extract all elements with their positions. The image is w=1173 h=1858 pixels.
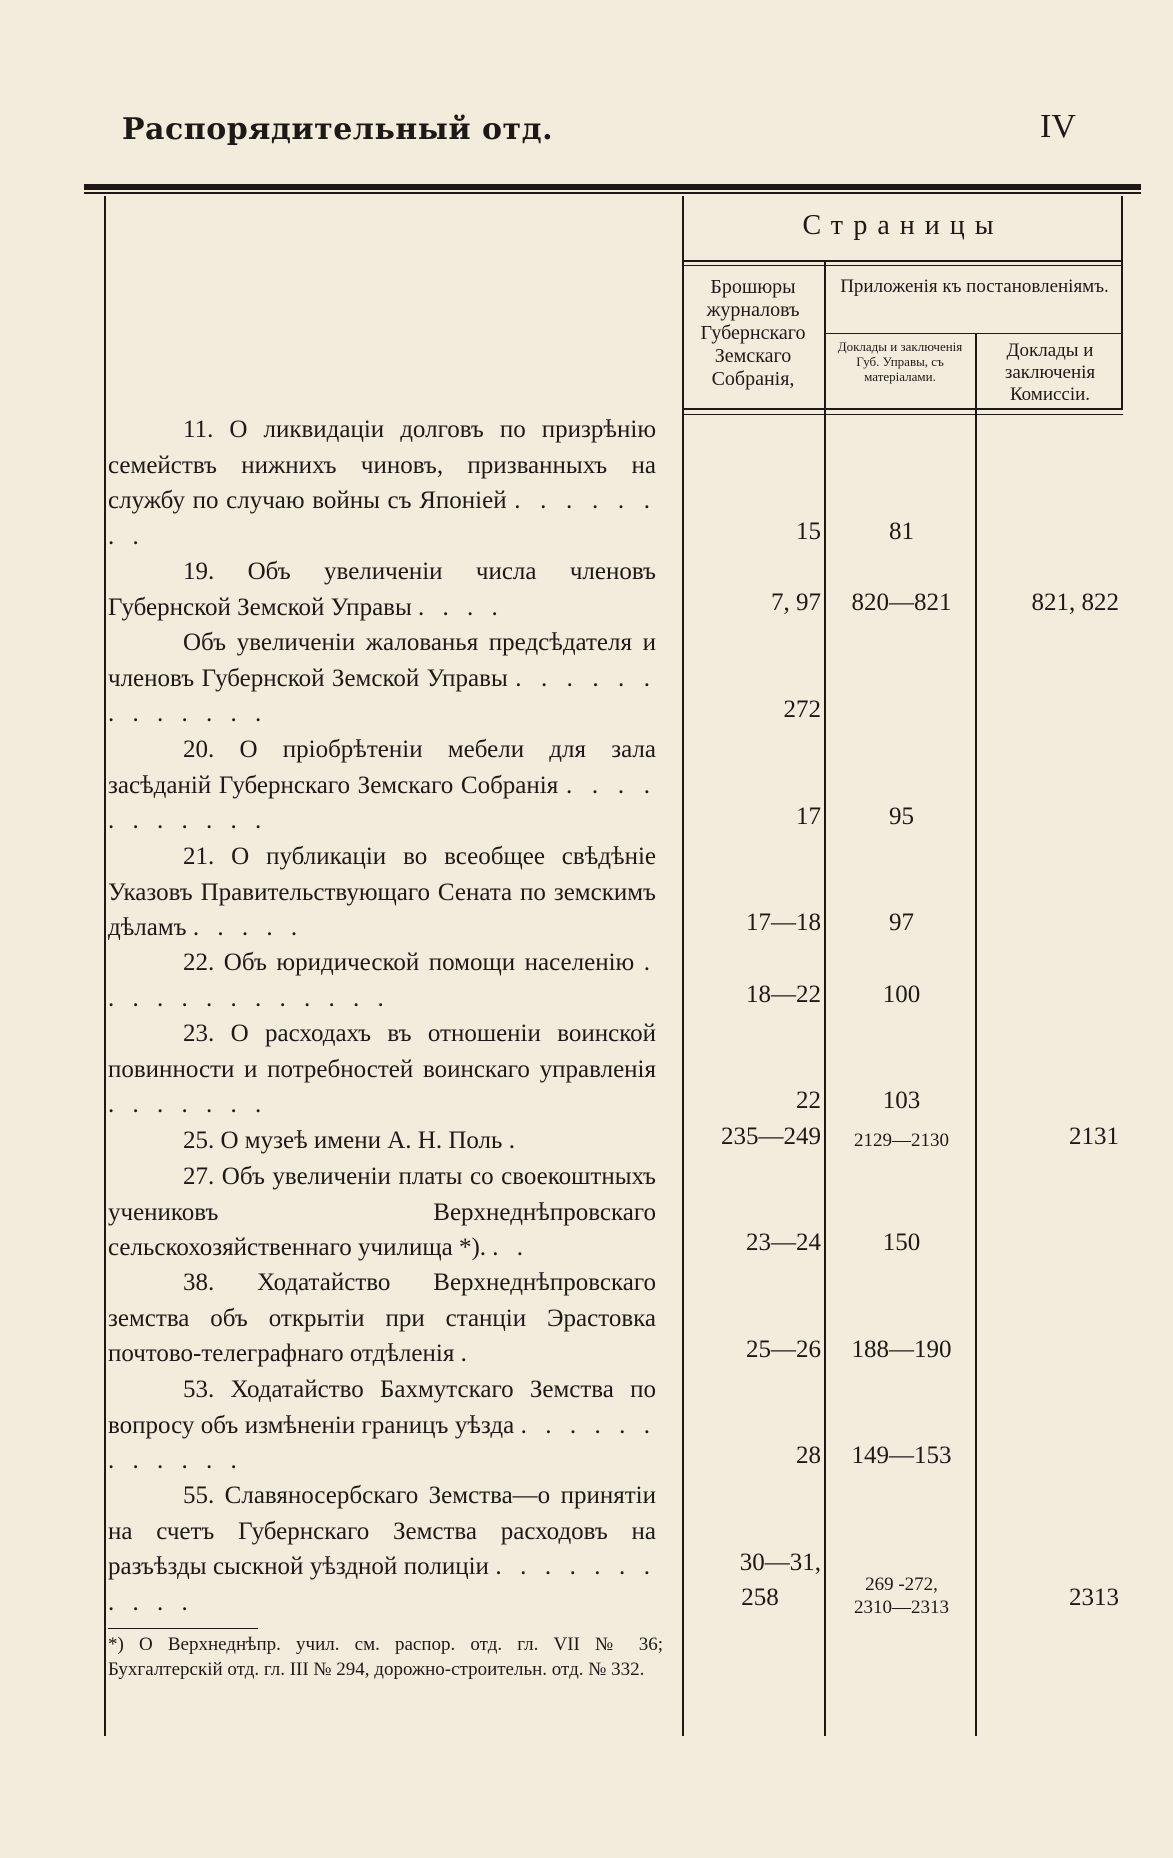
entry-19: 19. Объ увеличеніи числа членовъ Губернской Земской Управы . . . .	[108, 558, 656, 621]
pages-header-rule-thin	[682, 265, 1123, 266]
commission-value: 2131	[1069, 1123, 1119, 1150]
top-rule-thin	[84, 192, 1141, 194]
col-brochures-header: Брошюры журналовъ Губернскаго Земскаго Собранія,	[700, 276, 806, 390]
header-bottom-rule	[682, 408, 1123, 410]
entry-53: 53. Ходатайство Бахмутскаго Земства по вопросу объ измѣненіи границъ уѣзда . . . . . . . . . . . .	[108, 1376, 656, 1474]
entry-salary: Объ увеличеніи жалованья предсѣдателя и членовъ Губернской Земской Управы . . . . . . . . . . . . .	[108, 629, 657, 727]
board-value: 820—821	[851, 589, 952, 616]
brochure-value: 17	[796, 803, 821, 830]
col-reports-board-header: Доклады и заключенія Губ. Управы, съ матеріалами.	[837, 339, 963, 384]
brochure-value: 23—24	[746, 1229, 821, 1256]
page-number: IV	[1040, 108, 1076, 145]
brochure-value: 30—31,	[739, 1549, 821, 1576]
col-appendices-header: Приложенія къ постановленіямъ.	[840, 276, 1109, 297]
column-divider-board	[975, 334, 977, 1736]
brochure-value: 17—18	[746, 909, 821, 936]
entry-21: 21. О публикаціи во всеобщее свѣдѣніе Указовъ Правительствующаго Сената по земскимъ дѣламъ . . . . .	[108, 843, 656, 941]
entry-11: 11. О ликвидаціи долговъ по призрѣнію семействъ нижнихъ чиновъ, призванныхъ на службу по случаю войны съ Японіей . . . . . . . .	[108, 416, 656, 550]
brochure-value: 28	[796, 1442, 821, 1469]
entry-20: 20. О пріобрѣтеніи мебели для зала засѣданій Губернскаго Земскаго Собранія . . . . . . . . . . .	[108, 736, 657, 834]
entry-23: 23. О расходахъ въ отношеніи воинской повинности и потребностей воинскаго управленія . . . . . . .	[108, 1020, 656, 1118]
board-value: 150	[882, 1229, 921, 1256]
page-header-title: Распорядительный отд.	[122, 112, 554, 147]
brochure-value: 18—22	[746, 981, 821, 1008]
entry-55: 55. Славяносербскаго Земства—о принятіи на счетъ Губернскаго Земства расходовъ на разъѣзды сыскной уѣздной полиціи . . . . . . . . . . .	[108, 1482, 657, 1616]
board-value: 149—153	[851, 1442, 952, 1469]
board-value: 95	[889, 803, 914, 830]
board-value: 103	[882, 1087, 921, 1114]
board-value: 269 -272,	[865, 1574, 938, 1595]
brochure-value: 258	[741, 1584, 779, 1611]
top-rule	[84, 184, 1141, 190]
board-value: 2129—2130	[854, 1130, 949, 1151]
board-value: 81	[889, 518, 914, 545]
entry-22: 22. Объ юридической помощи населенію . . . . . . . . . . . . .	[108, 949, 656, 1012]
left-border	[104, 196, 106, 1736]
brochure-value: 272	[783, 696, 821, 723]
entry-27: 27. Объ увеличеніи платы со своекоштныхъ учениковъ Верхнеднѣпровскаго сельскохозяйственнаго училища *). . .	[108, 1163, 656, 1261]
board-value: 100	[882, 981, 921, 1008]
header-bottom-rule-thin	[682, 414, 1123, 415]
brochure-value: 25—26	[746, 1336, 821, 1363]
pages-header-rule	[682, 260, 1123, 262]
appendix-header-rule	[824, 333, 1123, 334]
entry-38: 38. Ходатайство Верхнеднѣпровскаго земства объ открытіи при станціи Эрастовка почтово-телеграфнаго отдѣленія .	[108, 1269, 656, 1367]
board-value: 2310—2313	[854, 1597, 949, 1618]
brochure-value: 235—249	[721, 1123, 821, 1150]
brochure-value: 15	[796, 518, 821, 545]
column-divider-text	[682, 196, 684, 1736]
col-reports-commission-header: Доклады и заключенія Комиссіи.	[1004, 340, 1096, 405]
brochure-value: 22	[796, 1087, 821, 1114]
board-value: 188—190	[851, 1336, 952, 1363]
board-value: 97	[889, 909, 914, 936]
pages-label: Страницы	[802, 210, 1004, 241]
commission-value: 821, 822	[1031, 589, 1119, 616]
column-divider-brochure	[824, 262, 826, 1736]
commission-value: 2313	[1069, 1584, 1119, 1611]
footnote: *) О Верхнеднѣпр. учил. см. распор. отд. гл. VII № 36; Бухгалтерскій отд. гл. III № 294, дорожно-строительн. отд. № 332.	[108, 1634, 663, 1680]
footnote-rule	[108, 1628, 258, 1629]
entry-25: 25. О музеѣ имени А. Н. Поль .	[183, 1127, 521, 1154]
brochure-value: 7, 97	[771, 589, 821, 616]
